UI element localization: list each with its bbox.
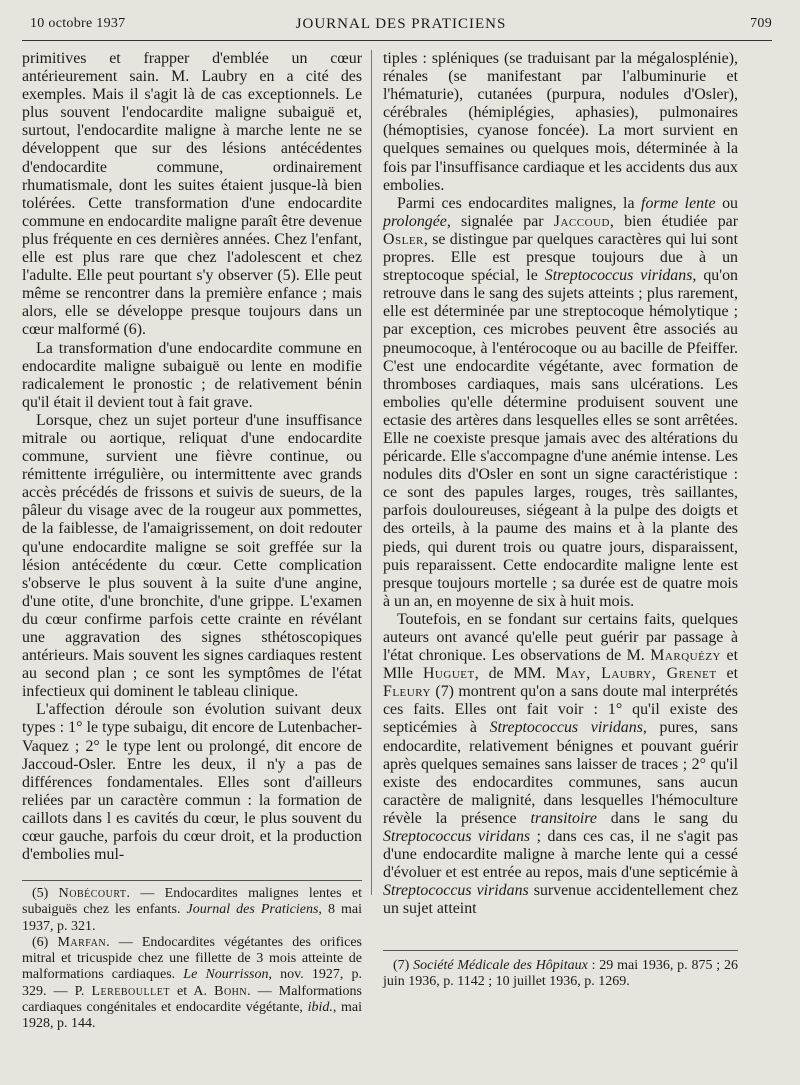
text-run: . — Endocardites malignes lentes et subaiguës chez les enfants. [22, 886, 362, 918]
text-run: ou [715, 194, 738, 212]
text-run: Parmi ces endocardites malignes, la [397, 194, 642, 212]
footnote [383, 958, 738, 991]
footnote [22, 886, 362, 935]
text-run: (7) montrent qu'on a sans doute mal interprétés ces faits. Elles ont fait voir : 1° qu'il existe des septicémies à [383, 683, 738, 737]
emphasis: transitoire [530, 809, 597, 827]
paragraph: primitives et frapper d'emblée un cœur antérieurement sain. M. Laubry en a cité des exemples. Mais il s'agit là de cas exceptionnels. Le plus souvent l'endocardite maligne subaiguë et, surtout, l'endocardite maligne à marche lente ne se développent que sur des lésions antécédentes d'endocardite commune, ordinairement rhumatismale, dont les suites étaient jusque-là bien tolérées. Cette transformation d'une endocardite commune en endocardite maligne paraît être devenue plus fréquente en ces dernières années. Chez l'enfant, elle est plus rare que chez l'adolescent et chez l'adulte. Elle peut pourtant s'y observer (5). Elle peut même se rencontrer dans la première enfance ; mais alors, elle se développe presque toujours dans un cœur malformé (6). [22, 50, 362, 339]
emphasis: Streptococcus viridans [544, 267, 693, 285]
footnote [22, 935, 362, 1033]
text-run: , 8 mai 1937, p. 321. [22, 902, 362, 934]
left-column [22, 50, 362, 864]
text-run: , nov. 1927, p. 329. — P. [22, 967, 362, 999]
author-name: Bohn [214, 983, 248, 999]
journal-name: Journal des Praticiens [186, 902, 319, 918]
journal-title: JOURNAL DES PRATICIENS [295, 16, 507, 32]
author-name: Huguet [422, 665, 475, 683]
author-name: Jaccoud [553, 212, 610, 230]
text-run: , se distingue par quelques caractères qui lui sont propres. Elle est presque toujours due à un streptocoque spécial, le [383, 230, 738, 285]
footnote-marker: (7) [393, 958, 414, 973]
footnote-marker: (5) [32, 886, 59, 901]
author-name: Lereboullet [91, 983, 170, 999]
footnotes-right [383, 958, 738, 991]
right-column [383, 50, 738, 919]
text-run: et A. [169, 983, 215, 999]
emphasis: Streptococcus viridans [489, 719, 643, 737]
author-name: May, Laubry, Grenet [555, 665, 717, 683]
issue-date: 10 octobre 1937 [30, 16, 126, 31]
text-run: Toutefois, en se fondant sur certains faits, quelques auteurs ont avancé qu'elle peut guérir par passage à l'état chronique. Les observations de M. [383, 610, 738, 665]
author-name: Marquézy [650, 647, 721, 665]
paragraph [383, 195, 738, 611]
column-divider [371, 50, 372, 895]
page-header [30, 14, 772, 36]
journal-name: Le Nourrisson [183, 967, 269, 983]
text-run: , mai 1928, p. 144. [22, 1000, 362, 1032]
paragraph: La transformation d'une endocardite commune en endocardite maligne subaiguë ou lente en modifie radicalement le pronostic ; de relativement bénin qu'il était il devient tout à fait grave. [22, 339, 362, 411]
text-run: dans le sang du [596, 809, 738, 827]
author-name: Nobécourt [58, 886, 127, 901]
text-run: , pures, sans endocardite, relativement bénignes et pouvant guérir après quelques semaines sans laisser de traces ; 2° qu'il existe des endocardites communes, sans aucun caractère de malignité, dans lesquelles l'hémoculture révèle la présence [383, 719, 738, 827]
text-run: , signalée par [446, 212, 554, 230]
journal-name: Société Médicale des Hôpitaux [413, 958, 588, 973]
text-run: ; dans ces cas, il ne s'agit pas d'une endocardite maligne à marche lente qui a cessé d'évoluer et est entrée au repos, mais d'une septicémie à [383, 828, 738, 882]
emphasis: forme lente [641, 194, 716, 212]
footnote-rule [22, 880, 362, 881]
text-run: , bien étudiée par [609, 212, 738, 230]
footnote-marker: (6) [32, 934, 58, 950]
paragraph: Lorsque, chez un sujet porteur d'une insuffisance mitrale ou aortique, reliquat d'une endocardite commune, survient une fièvre continue, ou rémittente irrégulière, ou intermittente avec grands accès précédés de frissons et suivis de sueurs, de la pâleur du visage avec de la rougeur aux pommettes, de la faiblesse, de l'amaigrissement, on doit redouter qu'une endocardite maligne se soit greffée sur la lésion antécédente du cœur. Cette complication s'observe le plus souvent à la suite d'une angine, d'une otite, d'une bronchite, d'une grippe. L'examen du cœur confirme parfois cette crainte en révélant une aggravation des signes sthétoscopiques antérieurs. Mais souvent les signes cardiaques restent au second plan ; ce sont les symptômes de l'état infectieux qui dominent le tableau clinique. [22, 411, 362, 701]
text-run: : 29 mai 1936, p. 875 ; 26 juin 1936, p. 1142 ; 10 juillet 1936, p. 1269. [383, 958, 738, 990]
text-run: , de MM. [474, 665, 556, 683]
text-run: . — Endocardites végétantes des orifices mitral et tricuspide chez une fillette de 3 mois atteinte de malformations cardiaques. [22, 934, 362, 983]
text-run: . — Malformations cardiaques congénitales et endocardite végétante, [22, 983, 362, 1016]
footnotes-left [22, 886, 362, 1033]
text-run: et [716, 665, 738, 683]
paragraph: tiples : spléniques (se traduisant par la mégalosplénie), rénales (se manifestant par l'albuminurie et l'hématurie), cutanées (purpura, nodules d'Osler), cérébrales (hémiplégies, aphasies), pulmonaires (hémoptisies, cyanose foncée). La mort survient en quelques semaines ou quelques mois, déterminée à la fois par l'insuffisance cardiaque et les accidents dus aux embolies. [383, 50, 738, 194]
paragraph [383, 611, 738, 919]
author-name: Marfan [57, 934, 107, 950]
author-name: Fleury [383, 683, 431, 701]
author-name: Osler [383, 230, 424, 248]
text-run: , qu'on retrouve dans le sang des sujets atteints ; plus rarement, elle est déterminée par une streptocoque hémolytique ; par exception, ces microbes peuvent être associés au pneumocoque, à l'entérocoque ou au bacille de Pfeiffer. C'est une endocardite végétante, avec formation de thromboses cardiaques, mais sans ulcérations. Les embolies qu'elle détermine produisent souvent une ectasie des artères dans lesquelles elles se sont arrêtées. Elle ne coexiste presque jamais avec des altérations du péricarde. Elle s'accompagne d'une anémie intense. Les nodules dits d'Osler en sont un signe caractéristique : ce sont des papules larges, rouges, très saillantes, parfois douloureuses, siégeant à la pulpe des doigts et des orteils, à la paume des mains et à la plante des pieds, qui durent trois ou quatre jours, disparaissent, puis reparaissent. Cette endocardite maligne lente est presque toujours mortelle ; sa durée est de quatre mois à un an, en moyenne de six à huit mois. [383, 267, 739, 610]
emphasis: Streptococcus viridans [383, 882, 529, 900]
header-rule [22, 40, 772, 41]
footnote-rule [383, 950, 738, 951]
emphasis: prolongée [383, 212, 447, 230]
text-run: survenue accidentellement chez un sujet atteint [383, 882, 739, 918]
page-number: 709 [750, 16, 772, 31]
emphasis: Streptococcus viridans [383, 828, 531, 846]
text-run: et Mlle [383, 647, 738, 683]
paragraph: L'affection déroule son évolution suivant deux types : 1° le type subaigu, dit encore de Lutenbacher-Vaquez ; 2° le type lent ou prolongé, dit encore de Jaccoud-Osler. Entre les deux, il n'y a pas de différences fondamentales. Elles sont d'ailleurs reliées par un caractère commun : la formation de caillots dans l es cavités du cœur, le plus souvent du cœur gauche, parfois du cœur droit, et la production d'embolies mul- [22, 701, 362, 864]
ibid: ibid. [307, 1000, 333, 1016]
